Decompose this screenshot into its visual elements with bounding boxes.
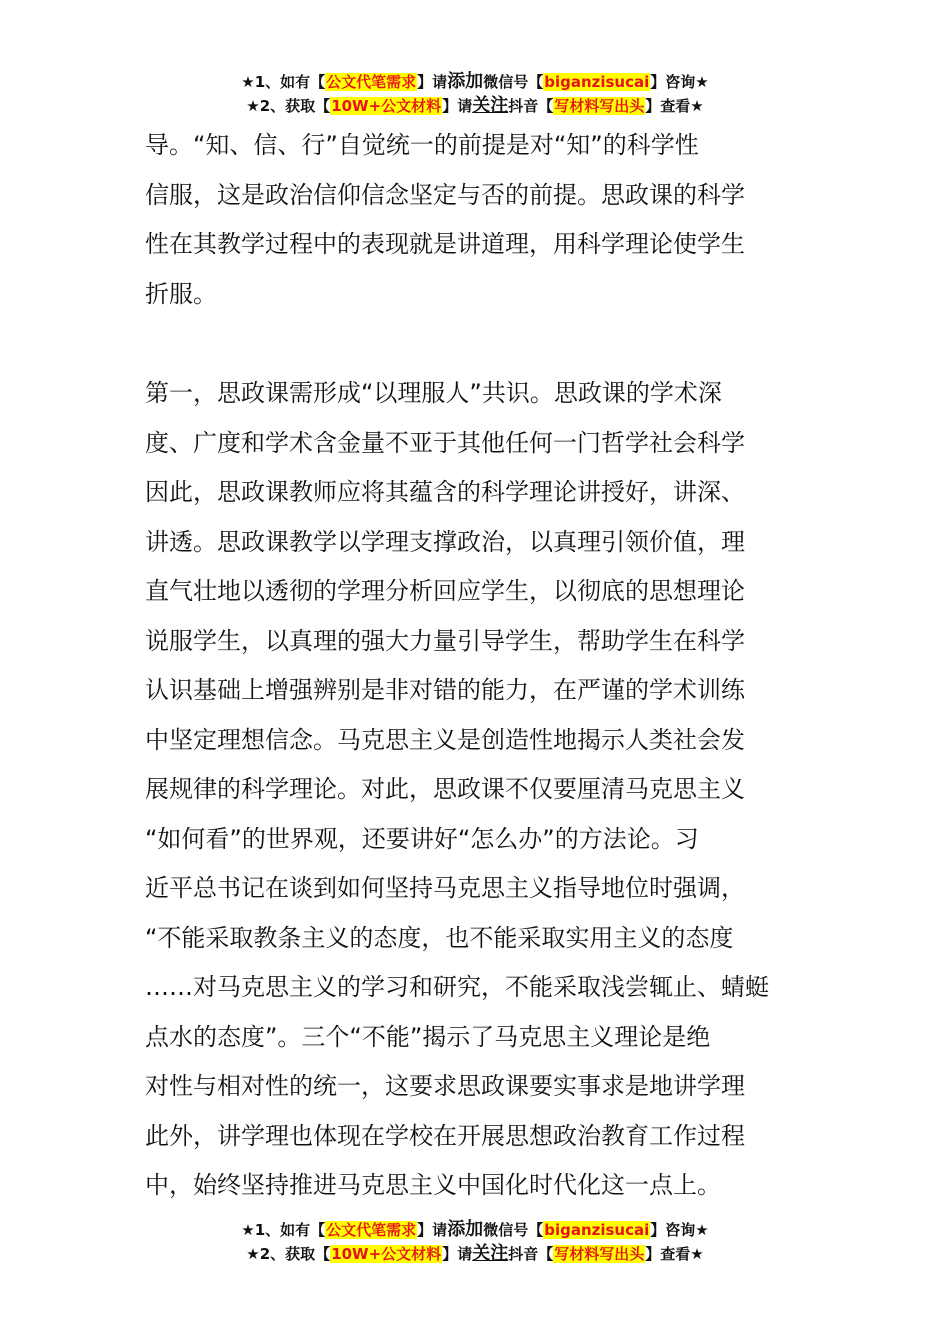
banner-text: ★1、如有【 [241, 1221, 326, 1239]
body-paragraph [145, 121, 810, 319]
highlight-materials: 10W+公文材料 [331, 97, 442, 115]
banner-text: ★1、如有【 [241, 73, 326, 91]
banner-text: 】查看★ [645, 1245, 704, 1263]
footer-banner [0, 1218, 950, 1266]
banner-text: 】请 [442, 1245, 473, 1263]
highlight-douyin-account: 写材料写出头 [554, 1245, 645, 1263]
banner-text: ★2、获取【 [246, 97, 331, 115]
text-line: 中，始终坚持推进马克思主义中国化时代化这一点上。 [145, 1171, 721, 1199]
banner-text: 抖音【 [508, 1245, 554, 1263]
text-line: 对性与相对性的统一，这要求思政课要实事求是地讲学理 [145, 1072, 745, 1100]
text-line: 中坚定理想信念。马克思主义是创造性地揭示人类社会发 [145, 725, 745, 754]
text-line: 此外，讲学理也体现在学校在开展思想政治教育工作过程 [145, 1121, 745, 1150]
highlight-douyin-account: 写材料写出头 [554, 97, 645, 115]
header-banner [0, 70, 950, 118]
banner-text: 】咨询★ [650, 73, 709, 91]
banner-text: ★2、获取【 [246, 1245, 331, 1263]
banner-text: 】请 [417, 1221, 448, 1239]
highlight-materials: 10W+公文材料 [331, 1245, 442, 1263]
body-paragraph [145, 369, 810, 1211]
banner-text: 】请 [417, 73, 448, 91]
text-line: “如何看”的世界观，还要讲好“怎么办”的方法论。习 [145, 824, 699, 853]
highlight-wechat-id: biganzisucai [544, 73, 650, 91]
text-line: 讲透。思政课教学以学理支撑政治，以真理引领价值，理 [145, 527, 745, 556]
banner-line-2 [0, 1242, 950, 1266]
text-line: “不能采取教条主义的态度，也不能采取实用主义的态度 [145, 923, 734, 952]
banner-emphasis: 关注 [472, 95, 509, 116]
highlight-wechat-id: biganzisucai [544, 1221, 650, 1239]
text-line: 性在其教学过程中的表现就是讲道理，用科学理论使学生 [145, 230, 745, 258]
banner-text: 】请 [442, 97, 473, 115]
banner-emphasis: 添加 [447, 1219, 484, 1240]
text-line: 导。“知、信、行”自觉统一的前提是对“知”的科学性 [145, 131, 699, 159]
text-line: 点水的态度”。三个“不能”揭示了马克思主义理论是绝 [145, 1022, 711, 1051]
text-line: 信服，这是政治信仰信念坚定与否的前提。思政课的科学 [145, 180, 745, 209]
highlight-service: 公文代笔需求 [326, 1221, 417, 1239]
banner-text: 】咨询★ [650, 1221, 709, 1239]
text-line: 度、广度和学术含金量不亚于其他任何一门哲学社会科学 [145, 428, 745, 457]
text-line: 第一，思政课需形成“以理服人”共识。思政课的学术深 [145, 379, 722, 407]
text-line: 展规律的科学理论。对此，思政课不仅要厘清马克思主义 [145, 775, 745, 803]
text-line: 认识基础上增强辨别是非对错的能力，在严谨的学术训练 [145, 676, 745, 704]
banner-line-1 [0, 1218, 950, 1242]
banner-text: 微信号【 [483, 73, 544, 91]
text-line: 直气壮地以透彻的学理分析回应学生，以彻底的思想理论 [145, 577, 745, 605]
banner-text: 微信号【 [483, 1221, 544, 1239]
banner-emphasis: 添加 [447, 71, 484, 92]
banner-emphasis: 关注 [472, 1243, 509, 1264]
text-line: 说服学生，以真理的强大力量引导学生，帮助学生在科学 [145, 626, 745, 655]
banner-text: 抖音【 [508, 97, 554, 115]
highlight-service: 公文代笔需求 [326, 73, 417, 91]
text-line: 因此，思政课教师应将其蕴含的科学理论讲授好，讲深、 [145, 478, 745, 506]
banner-line-1 [0, 70, 950, 94]
text-line: 近平总书记在谈到如何坚持马克思主义指导地位时强调， [145, 874, 745, 902]
banner-text: 】查看★ [645, 97, 704, 115]
text-line: ……对马克思主义的学习和研究，不能采取浅尝辄止、蜻蜓 [145, 973, 769, 1001]
banner-line-2 [0, 94, 950, 118]
text-line: 折服。 [145, 279, 217, 308]
